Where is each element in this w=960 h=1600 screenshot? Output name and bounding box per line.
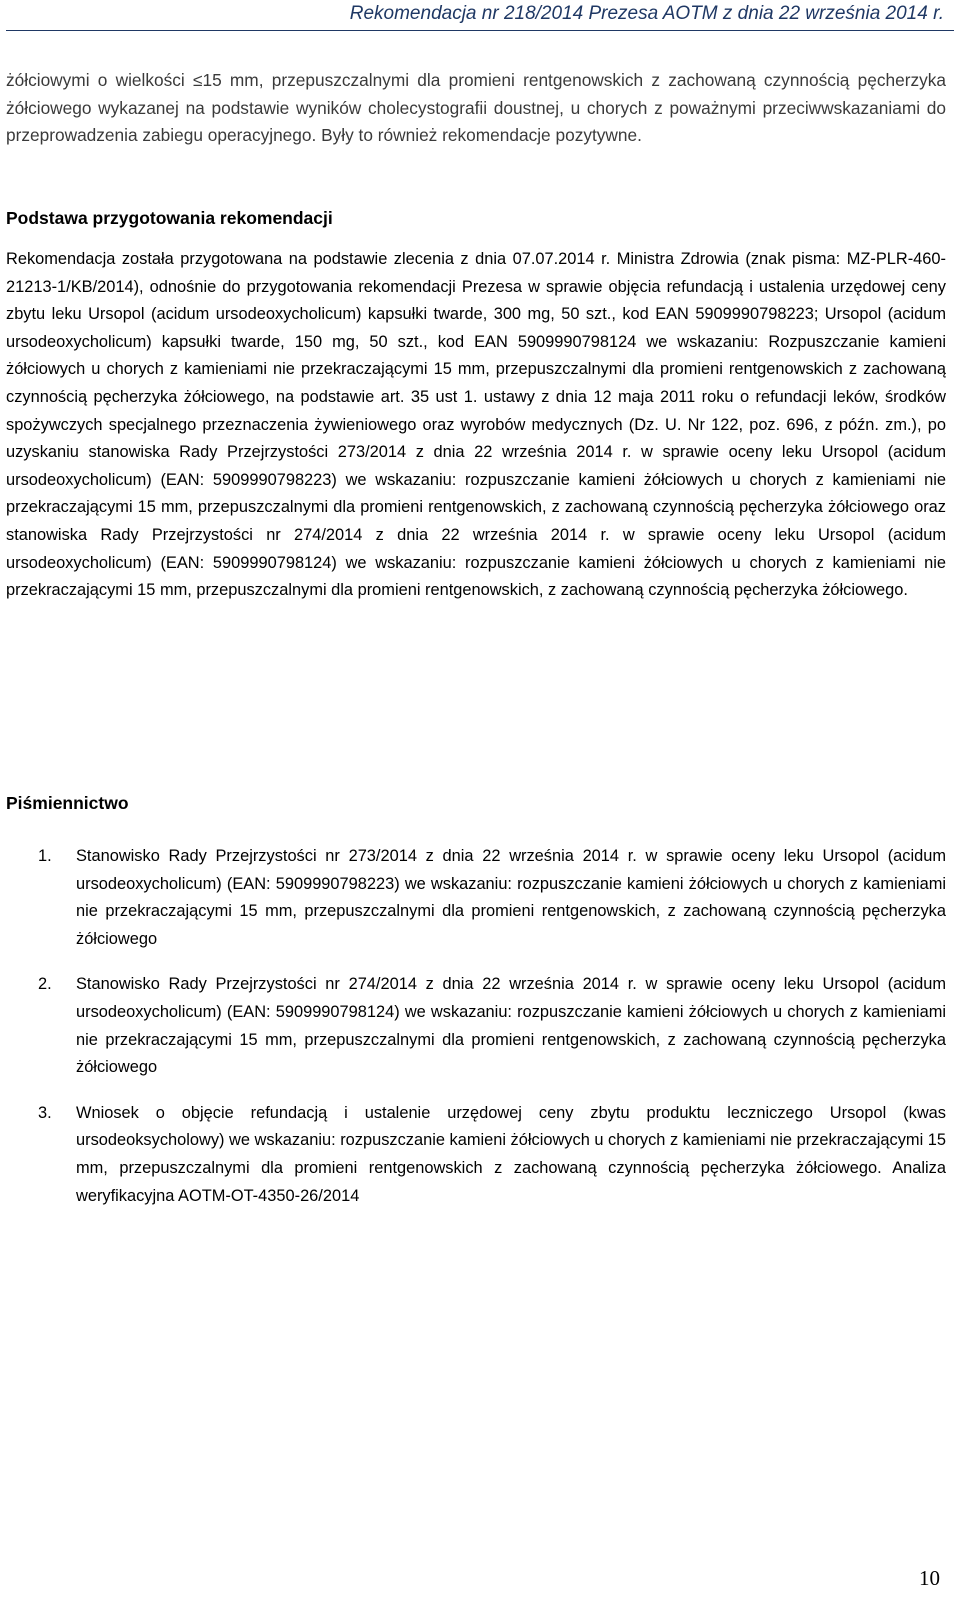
- reference-text: Wniosek o objęcie refundacją i ustalenie urzędowej ceny zbytu produktu leczniczego Ursopol (kwas ursodeoksycholowy) we wskazaniu: rozpuszczanie kamieni żółciowych u chorych z kamieniami nie przekraczającymi 15 mm, przepuszczalnymi dla promieni rentgenowskich z zachowaną czynnością pęcherzyka żółciowego. Analiza weryfikacyjna AOTM-OT-4350-26/2014: [76, 1103, 946, 1205]
- reference-text: Stanowisko Rady Przejrzystości nr 274/2014 z dnia 22 września 2014 r. w sprawie oceny leku Ursopol (acidum ursodeoxycholicum) (EAN: 5909990798124) we wskazaniu: rozpuszczanie kamieni żółciowych u chorych z kamieniami nie przekraczającymi 15 mm, przepuszczalnymi dla promieni rentgenowskich, z zachowaną czynnością pęcherzyka żółciowego: [76, 975, 946, 1077]
- section-heading-basis: Podstawa przygotowania rekomendacji: [6, 208, 333, 228]
- basis-paragraph: Rekomendacja została przygotowana na podstawie zlecenia z dnia 07.07.2014 r. Ministra Zdrowia (znak pisma: MZ-PLR-460-21213-1/KB/2014), odnośnie do przygotowania rekomendacji Prezesa w sprawie objęcia refundacją i ustalenia urzędowej ceny zbytu leku Ursopol (acidum ursodeoxycholicum) kapsułki twarde, 300 mg, 50 szt., kod EAN 5909990798223; Ursopol (acidum ursodeoxycholicum) kapsułki twarde, 150 mg, 50 szt., kod EAN 5909990798124 we wskazaniu: Rozpuszczanie kamieni żółciowych u chorych z kamieniami nie przekraczającymi 15 mm, przepuszczalnymi dla promieni rentgenowskich z zachowaną czynnością pęcherzyka żółciowego, na podstawie art. 35 ust 1. ustawy z dnia 12 maja 2011 roku o refundacji leków, środków spożywczych specjalnego przeznaczenia żywieniowego oraz wyrobów medycznych (Dz. U. Nr 122, poz. 696, z późn. zm.), po uzyskaniu stanowiska Rady Przejrzystości 273/2014 z dnia 22 września 2014 r. w sprawie oceny leku Ursopol (acidum ursodeoxycholicum) (EAN: 5909990798223) we wskazaniu: rozpuszczanie kamieni żółciowych u chorych z kamieniami nie przekraczającymi 15 mm, przepuszczalnymi dla promieni rentgenowskich, z zachowaną czynnością pęcherzyka żółciowego oraz stanowiska Rady Przejrzystości nr 274/2014 z dnia 22 września 2014 r. w sprawie oceny leku Ursopol (acidum ursodeoxycholicum) (EAN: 5909990798124) we wskazaniu: rozpuszczanie kamieni żółciowych u chorych z kamieniami nie przekraczającymi 15 mm, przepuszczalnymi dla promieni rentgenowskich, z zachowaną czynnością pęcherzyka żółciowego.: [6, 250, 946, 600]
- header-rule: [6, 30, 954, 31]
- reference-item: [6, 843, 946, 953]
- page-number: 10: [919, 1566, 940, 1590]
- reference-number: 2.: [38, 975, 52, 994]
- reference-item: [6, 1100, 946, 1210]
- reference-number: 3.: [38, 1103, 52, 1122]
- continuation-paragraph: żółciowymi o wielkości ≤15 mm, przepuszczalnymi dla promieni rentgenowskich z zachowaną czynnością pęcherzyka żółciowego wykazanej na podstawie wyników cholecystografii doustnej, u chorych z poważnymi przeciwwskazaniami do przeprowadzenia zabiegu operacyjnego. Były to również rekomendacje pozytywne.: [6, 70, 946, 146]
- reference-list: [6, 843, 946, 1228]
- reference-item: [6, 971, 946, 1081]
- reference-number: 1.: [38, 847, 52, 865]
- section-heading-references: Piśmiennictwo: [6, 793, 129, 813]
- reference-text: Stanowisko Rady Przejrzystości nr 273/2014 z dnia 22 września 2014 r. w sprawie oceny leku Ursopol (acidum ursodeoxycholicum) (EAN: 5909990798223) we wskazaniu: rozpuszczanie kamieni żółciowych u chorych z kamieniami nie przekraczającymi 15 mm, przepuszczalnymi dla promieni rentgenowskich, z zachowaną czynnością pęcherzyka żółciowego: [76, 847, 946, 948]
- running-header: Rekomendacja nr 218/2014 Prezesa AOTM z dnia 22 września 2014 r.: [349, 3, 944, 24]
